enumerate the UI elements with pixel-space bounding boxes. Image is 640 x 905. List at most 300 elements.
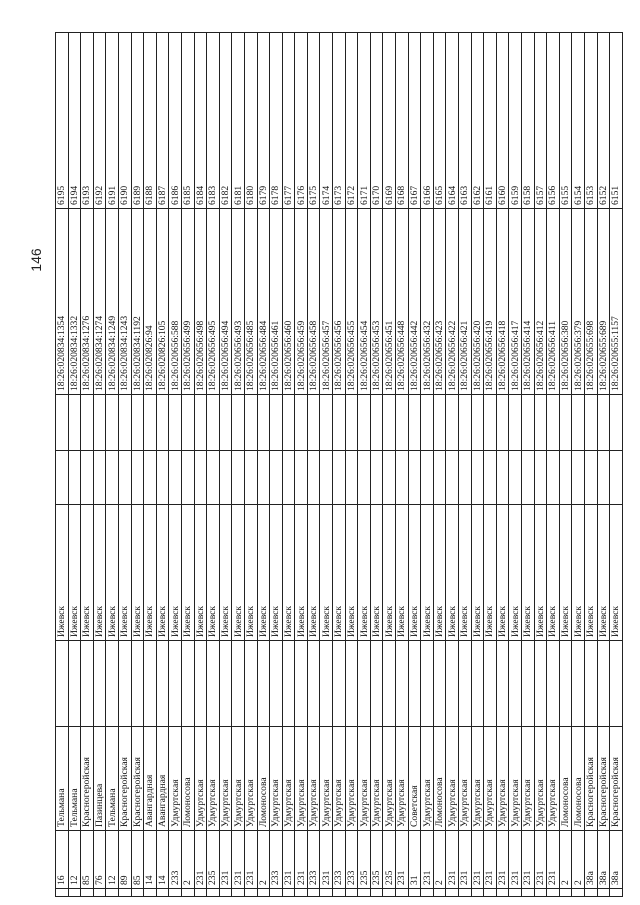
table-row: [156, 33, 169, 897]
cell-empty: [307, 889, 320, 897]
cell-city: Ижевск: [521, 505, 534, 641]
cell-no: 6175: [307, 33, 320, 209]
cell-street: Удмуртская: [169, 727, 182, 831]
cell-house: 231: [446, 831, 459, 889]
table-row: [408, 33, 421, 897]
cell-cadastral: 18:26:020656:459: [295, 209, 308, 395]
cell-no: 6180: [244, 33, 257, 209]
cell-city: Ижевск: [408, 505, 421, 641]
cell-empty: [207, 889, 220, 897]
cell-city: Ижевск: [144, 505, 157, 641]
table-row: [307, 33, 320, 897]
cell-house: 38а: [597, 831, 610, 889]
cell-cadastral: 18:26:020656:432: [421, 209, 434, 395]
cell-empty: [169, 889, 182, 897]
cell-cadastral: 18:26:020656:499: [181, 209, 194, 395]
table-row: [232, 33, 245, 897]
cell-no: 6169: [383, 33, 396, 209]
table-row: [282, 33, 295, 897]
cell-street: Удмуртская: [307, 727, 320, 831]
cell-empty: [509, 395, 522, 451]
cell-empty: [547, 395, 560, 451]
cell-empty: [383, 641, 396, 727]
cell-city: Ижевск: [496, 505, 509, 641]
table-row: [333, 33, 346, 897]
cell-cadastral: 18:26:020656:498: [194, 209, 207, 395]
cell-empty: [282, 889, 295, 897]
cell-cadastral: 18:26:020656:460: [282, 209, 295, 395]
cell-empty: [572, 451, 585, 505]
cell-empty: [320, 395, 333, 451]
cell-city: Ижевск: [118, 505, 131, 641]
cell-house: 231: [484, 831, 497, 889]
table-row: [370, 33, 383, 897]
cell-empty: [421, 889, 434, 897]
cell-empty: [181, 451, 194, 505]
cell-house: 231: [320, 831, 333, 889]
cell-cadastral: 18:26:020656:457: [320, 209, 333, 395]
cell-no: 6178: [270, 33, 283, 209]
cell-empty: [56, 395, 69, 451]
cell-empty: [521, 451, 534, 505]
cell-street: Пазинцева: [93, 727, 106, 831]
cell-street: Удмуртская: [534, 727, 547, 831]
cell-no: 6177: [282, 33, 295, 209]
cell-empty: [56, 889, 69, 897]
cell-cadastral: 18:26:020656:418: [496, 209, 509, 395]
cell-street: Удмуртская: [370, 727, 383, 831]
cell-empty: [345, 641, 358, 727]
cell-empty: [320, 451, 333, 505]
cell-empty: [144, 889, 157, 897]
cell-empty: [358, 395, 371, 451]
cell-house: 38а: [610, 831, 623, 889]
cell-empty: [219, 395, 232, 451]
cell-empty: [459, 889, 472, 897]
table-row: [131, 33, 144, 897]
cell-no: 6185: [181, 33, 194, 209]
cell-house: 231: [295, 831, 308, 889]
cell-street: Ломоносова: [433, 727, 446, 831]
cell-empty: [597, 889, 610, 897]
cell-empty: [433, 451, 446, 505]
cell-empty: [131, 395, 144, 451]
cell-empty: [509, 641, 522, 727]
cell-empty: [156, 451, 169, 505]
cell-empty: [446, 451, 459, 505]
table-row: [471, 33, 484, 897]
cell-empty: [496, 889, 509, 897]
cell-city: Ижевск: [333, 505, 346, 641]
cell-city: Ижевск: [257, 505, 270, 641]
cell-cadastral: 18:26:020656:495: [207, 209, 220, 395]
cell-empty: [118, 395, 131, 451]
cell-house: 14: [156, 831, 169, 889]
cell-cadastral: 18:26:020656:493: [232, 209, 245, 395]
cell-cadastral: 18:26:020656:419: [484, 209, 497, 395]
cell-city: Ижевск: [396, 505, 409, 641]
cell-empty: [307, 451, 320, 505]
table-row: [396, 33, 409, 897]
cell-city: Ижевск: [572, 505, 585, 641]
cell-cadastral: 18:26:020656:422: [446, 209, 459, 395]
cell-house: 31: [408, 831, 421, 889]
cell-street: Удмуртская: [320, 727, 333, 831]
cell-street: Удмуртская: [547, 727, 560, 831]
cell-empty: [93, 451, 106, 505]
cell-empty: [345, 889, 358, 897]
cell-cadastral: 18:26:020656:380: [559, 209, 572, 395]
table-row: [610, 33, 623, 897]
cell-street: Красногеройская: [610, 727, 623, 831]
cell-empty: [244, 889, 257, 897]
cell-empty: [396, 889, 409, 897]
cell-cadastral: 18:26:020655:698: [584, 209, 597, 395]
cell-empty: [333, 641, 346, 727]
cell-empty: [194, 889, 207, 897]
cell-empty: [106, 451, 119, 505]
cell-street: Удмуртская: [484, 727, 497, 831]
cell-empty: [471, 889, 484, 897]
cell-house: 231: [282, 831, 295, 889]
cell-empty: [345, 395, 358, 451]
cell-house: 89: [118, 831, 131, 889]
cell-street: Удмуртская: [295, 727, 308, 831]
cell-street: Ломоносова: [181, 727, 194, 831]
cell-house: 85: [81, 831, 94, 889]
cell-city: Ижевск: [345, 505, 358, 641]
cell-cadastral: 18:26:020656:484: [257, 209, 270, 395]
cell-street: Удмуртская: [232, 727, 245, 831]
cell-no: 6165: [433, 33, 446, 209]
cell-empty: [181, 889, 194, 897]
cell-city: Ижевск: [610, 505, 623, 641]
cell-cadastral: 18:26:020656:412: [534, 209, 547, 395]
cell-empty: [496, 641, 509, 727]
cell-cadastral: 18:26:020834:1274: [93, 209, 106, 395]
cell-house: 14: [144, 831, 157, 889]
cell-house: 231: [421, 831, 434, 889]
cell-empty: [68, 451, 81, 505]
cell-cadastral: 18:26:020655:689: [597, 209, 610, 395]
cell-empty: [131, 641, 144, 727]
cell-no: 6174: [320, 33, 333, 209]
cell-empty: [459, 451, 472, 505]
cell-house: 233: [333, 831, 346, 889]
cell-empty: [610, 395, 623, 451]
cell-city: Ижевск: [194, 505, 207, 641]
cell-street: Удмуртская: [521, 727, 534, 831]
cell-empty: [597, 395, 610, 451]
cell-no: 6188: [144, 33, 157, 209]
cell-city: Ижевск: [307, 505, 320, 641]
cell-empty: [358, 889, 371, 897]
cell-street: Удмуртская: [207, 727, 220, 831]
cell-no: 6191: [106, 33, 119, 209]
cell-empty: [446, 395, 459, 451]
table-row: [81, 33, 94, 897]
table-row: [93, 33, 106, 897]
cell-empty: [459, 395, 472, 451]
cell-empty: [282, 641, 295, 727]
cell-empty: [521, 395, 534, 451]
cell-house: 231: [547, 831, 560, 889]
cell-cadastral: 18:26:020656:414: [521, 209, 534, 395]
table-row: [144, 33, 157, 897]
cell-empty: [358, 451, 371, 505]
cell-empty: [333, 889, 346, 897]
cell-house: 231: [194, 831, 207, 889]
cell-empty: [144, 641, 157, 727]
cell-house: 231: [509, 831, 522, 889]
cell-empty: [207, 395, 220, 451]
cell-empty: [320, 889, 333, 897]
cell-cadastral: 18:26:020834:1243: [118, 209, 131, 395]
cell-no: 6176: [295, 33, 308, 209]
cell-street: Удмуртская: [219, 727, 232, 831]
table-row: [270, 33, 283, 897]
cell-cadastral: 18:26:020656:458: [307, 209, 320, 395]
cell-no: 6173: [333, 33, 346, 209]
cell-empty: [471, 641, 484, 727]
cell-house: 2: [559, 831, 572, 889]
cell-empty: [270, 451, 283, 505]
cell-empty: [156, 889, 169, 897]
cell-no: 6159: [509, 33, 522, 209]
cell-city: Ижевск: [219, 505, 232, 641]
cell-empty: [597, 641, 610, 727]
cell-empty: [320, 641, 333, 727]
cell-empty: [584, 889, 597, 897]
table-row: [219, 33, 232, 897]
cell-house: 231: [244, 831, 257, 889]
cell-empty: [408, 395, 421, 451]
cell-empty: [156, 641, 169, 727]
table-row: [244, 33, 257, 897]
cell-cadastral: 18:26:020656:448: [396, 209, 409, 395]
cell-city: Ижевск: [421, 505, 434, 641]
cell-empty: [131, 889, 144, 897]
cell-no: 6158: [521, 33, 534, 209]
cell-no: 6187: [156, 33, 169, 209]
cell-empty: [106, 889, 119, 897]
cell-empty: [81, 451, 94, 505]
cell-cadastral: 18:26:020655:1157: [610, 209, 623, 395]
cell-empty: [257, 641, 270, 727]
cell-cadastral: 18:26:020656:588: [169, 209, 182, 395]
cell-no: 6167: [408, 33, 421, 209]
cell-empty: [446, 889, 459, 897]
cell-empty: [131, 451, 144, 505]
cell-house: 2: [572, 831, 585, 889]
table-row: [118, 33, 131, 897]
cell-cadastral: 18:26:020656:451: [383, 209, 396, 395]
cell-cadastral: 18:26:020656:423: [433, 209, 446, 395]
cell-empty: [370, 889, 383, 897]
cell-empty: [106, 395, 119, 451]
cell-empty: [207, 451, 220, 505]
cell-empty: [307, 395, 320, 451]
cell-city: Ижевск: [156, 505, 169, 641]
cell-empty: [610, 641, 623, 727]
cell-empty: [169, 641, 182, 727]
table-row: [383, 33, 396, 897]
cell-empty: [345, 451, 358, 505]
table-row: [320, 33, 333, 897]
cell-city: Ижевск: [81, 505, 94, 641]
cell-no: 6194: [68, 33, 81, 209]
cell-empty: [295, 395, 308, 451]
cell-street: Тельмана: [106, 727, 119, 831]
cell-city: Ижевск: [509, 505, 522, 641]
cell-street: Ломоносова: [257, 727, 270, 831]
cell-empty: [534, 641, 547, 727]
cell-no: 6157: [534, 33, 547, 209]
cell-city: Ижевск: [68, 505, 81, 641]
registry-table-rotated: [55, 33, 622, 897]
cell-street: Удмуртская: [509, 727, 522, 831]
cell-empty: [509, 451, 522, 505]
cell-city: Ижевск: [584, 505, 597, 641]
cell-empty: [118, 889, 131, 897]
cell-empty: [408, 451, 421, 505]
table-row: [547, 33, 560, 897]
cell-city: Ижевск: [181, 505, 194, 641]
cell-empty: [421, 641, 434, 727]
table-row: [106, 33, 119, 897]
table-row: [257, 33, 270, 897]
cell-cadastral: 18:26:020656:485: [244, 209, 257, 395]
cell-cadastral: 18:26:020834:1354: [56, 209, 69, 395]
cell-empty: [93, 395, 106, 451]
registry-table: [55, 32, 623, 897]
cell-cadastral: 18:26:020656:494: [219, 209, 232, 395]
cell-empty: [496, 395, 509, 451]
cell-empty: [270, 641, 283, 727]
cell-empty: [169, 395, 182, 451]
cell-empty: [81, 641, 94, 727]
cell-empty: [383, 451, 396, 505]
cell-empty: [484, 641, 497, 727]
cell-cadastral: 18:26:020656:379: [572, 209, 585, 395]
cell-house: 12: [106, 831, 119, 889]
cell-house: 233: [307, 831, 320, 889]
cell-empty: [358, 641, 371, 727]
cell-empty: [194, 451, 207, 505]
cell-house: 233: [270, 831, 283, 889]
table-row: [207, 33, 220, 897]
cell-empty: [81, 889, 94, 897]
cell-city: Ижевск: [244, 505, 257, 641]
table-row: [496, 33, 509, 897]
cell-city: Ижевск: [459, 505, 472, 641]
cell-cadastral: 18:26:020656:421: [459, 209, 472, 395]
cell-empty: [244, 451, 257, 505]
cell-empty: [396, 395, 409, 451]
cell-empty: [181, 395, 194, 451]
cell-city: Ижевск: [433, 505, 446, 641]
cell-no: 6154: [572, 33, 585, 209]
cell-cadastral: 18:26:020834:1332: [68, 209, 81, 395]
cell-house: 235: [207, 831, 220, 889]
cell-cadastral: 18:26:020656:461: [270, 209, 283, 395]
cell-empty: [68, 641, 81, 727]
cell-cadastral: 18:26:020656:456: [333, 209, 346, 395]
cell-city: Ижевск: [270, 505, 283, 641]
table-row: [194, 33, 207, 897]
page-number: 146: [28, 248, 44, 272]
cell-street: Удмуртская: [333, 727, 346, 831]
cell-empty: [433, 889, 446, 897]
cell-empty: [257, 451, 270, 505]
rotated-table-frame: [55, 33, 622, 897]
table-row: [484, 33, 497, 897]
cell-house: 76: [93, 831, 106, 889]
cell-no: 6192: [93, 33, 106, 209]
cell-empty: [257, 395, 270, 451]
cell-empty: [421, 451, 434, 505]
cell-no: 6156: [547, 33, 560, 209]
cell-cadastral: 18:26:020656:417: [509, 209, 522, 395]
cell-empty: [295, 889, 308, 897]
cell-empty: [383, 889, 396, 897]
cell-street: Удмуртская: [194, 727, 207, 831]
cell-house: 231: [459, 831, 472, 889]
cell-empty: [370, 641, 383, 727]
cell-no: 6170: [370, 33, 383, 209]
cell-street: Красногеройская: [118, 727, 131, 831]
cell-city: Ижевск: [370, 505, 383, 641]
cell-empty: [106, 641, 119, 727]
cell-house: 16: [56, 831, 69, 889]
cell-empty: [446, 641, 459, 727]
cell-empty: [282, 451, 295, 505]
cell-empty: [396, 451, 409, 505]
cell-empty: [219, 889, 232, 897]
cell-empty: [534, 889, 547, 897]
cell-street: Удмуртская: [282, 727, 295, 831]
cell-empty: [257, 889, 270, 897]
table-row: [459, 33, 472, 897]
cell-city: Ижевск: [320, 505, 333, 641]
cell-empty: [597, 451, 610, 505]
cell-house: 235: [358, 831, 371, 889]
cell-city: Ижевск: [93, 505, 106, 641]
cell-no: 6171: [358, 33, 371, 209]
cell-street: Красногеройская: [81, 727, 94, 831]
cell-empty: [408, 641, 421, 727]
cell-empty: [270, 395, 283, 451]
table-row: [169, 33, 182, 897]
cell-street: Ломоносова: [572, 727, 585, 831]
cell-cadastral: 18:26:020826:105: [156, 209, 169, 395]
cell-cadastral: 18:26:020656:420: [471, 209, 484, 395]
cell-empty: [244, 395, 257, 451]
cell-house: 235: [383, 831, 396, 889]
cell-house: 38а: [584, 831, 597, 889]
table-row: [521, 33, 534, 897]
cell-street: Удмуртская: [446, 727, 459, 831]
cell-street: Удмуртская: [471, 727, 484, 831]
cell-city: Ижевск: [534, 505, 547, 641]
cell-no: 6168: [396, 33, 409, 209]
cell-empty: [232, 395, 245, 451]
cell-empty: [584, 451, 597, 505]
cell-empty: [207, 641, 220, 727]
cell-empty: [232, 451, 245, 505]
cell-cadastral: 18:26:020834:1249: [106, 209, 119, 395]
table-row: [421, 33, 434, 897]
